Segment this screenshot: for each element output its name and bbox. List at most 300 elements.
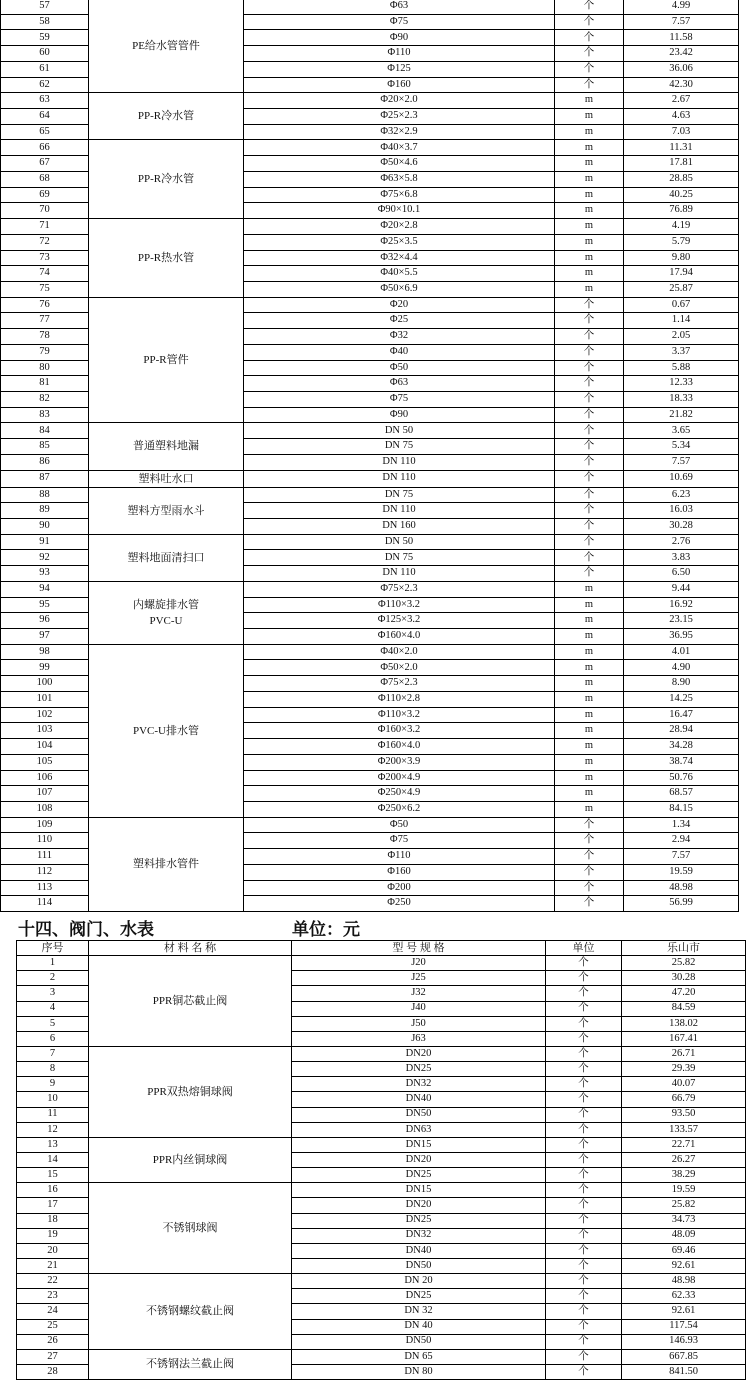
unit: m (555, 770, 624, 786)
spec: Φ40×3.7 (244, 140, 555, 156)
price: 167.41 (622, 1031, 746, 1046)
unit: 个 (555, 833, 624, 849)
spec: DN25 (292, 1062, 546, 1077)
row-index: 95 (1, 597, 89, 613)
material-name: 不锈钢球阀 (89, 1183, 292, 1274)
unit: 个 (546, 1183, 622, 1198)
unit: 个 (555, 0, 624, 14)
row-index: 94 (1, 581, 89, 597)
unit: 个 (546, 1228, 622, 1243)
spec: J40 (292, 1001, 546, 1016)
price: 30.28 (622, 971, 746, 986)
table-row (1, 644, 739, 660)
spec: Φ75 (244, 391, 555, 407)
spec: Φ90×10.1 (244, 203, 555, 219)
price: 133.57 (622, 1122, 746, 1137)
price: 16.03 (624, 503, 739, 519)
spec: Φ125×3.2 (244, 613, 555, 629)
price: 5.79 (624, 234, 739, 250)
price: 38.74 (624, 754, 739, 770)
unit: 个 (546, 1213, 622, 1228)
spec: Φ75 (244, 833, 555, 849)
row-index: 99 (1, 660, 89, 676)
unit: 个 (546, 1364, 622, 1379)
row-index: 86 (1, 454, 89, 470)
row-index: 92 (1, 550, 89, 566)
spec: Φ32×4.4 (244, 250, 555, 266)
spec: Φ63 (244, 0, 555, 14)
unit: 个 (555, 313, 624, 329)
price: 84.59 (622, 1001, 746, 1016)
unit: 个 (546, 1168, 622, 1183)
row-index: 105 (1, 754, 89, 770)
row-index: 14 (17, 1152, 89, 1167)
unit: m (555, 234, 624, 250)
unit: 个 (555, 896, 624, 912)
price: 667.85 (622, 1349, 746, 1364)
price: 84.15 (624, 801, 739, 817)
row-index: 19 (17, 1228, 89, 1243)
spec: J25 (292, 971, 546, 986)
price: 48.98 (624, 880, 739, 896)
price: 2.76 (624, 534, 739, 550)
material-name: 塑料地面清扫口 (89, 534, 244, 581)
table-row (1, 93, 739, 109)
material-name: PPR双热熔铜球阀 (89, 1046, 292, 1137)
row-index: 23 (17, 1289, 89, 1304)
price: 34.28 (624, 739, 739, 755)
price: 10.69 (624, 470, 739, 487)
unit: m (555, 124, 624, 140)
unit: m (555, 171, 624, 187)
spec: Φ40×5.5 (244, 266, 555, 282)
unit: 个 (555, 46, 624, 62)
row-index: 61 (1, 61, 89, 77)
price: 16.47 (624, 707, 739, 723)
row-index: 11 (17, 1107, 89, 1122)
unit: 个 (546, 1001, 622, 1016)
spec: Φ50 (244, 360, 555, 376)
spec: Φ32×2.9 (244, 124, 555, 140)
unit: 个 (546, 1077, 622, 1092)
spec: Φ160 (244, 864, 555, 880)
price: 12.33 (624, 376, 739, 392)
unit: 个 (555, 454, 624, 470)
row-index: 97 (1, 629, 89, 645)
price: 56.99 (624, 896, 739, 912)
table-row (17, 1274, 746, 1289)
pipe-fittings-table-body (1, 0, 739, 911)
spec: DN40 (292, 1092, 546, 1107)
spec: Φ75 (244, 14, 555, 30)
price: 4.99 (624, 0, 739, 14)
unit: m (555, 597, 624, 613)
unit: m (555, 219, 624, 235)
unit: m (555, 281, 624, 297)
unit: 个 (546, 1152, 622, 1167)
unit: 个 (555, 849, 624, 865)
valves-table-header (17, 941, 746, 956)
price: 2.94 (624, 833, 739, 849)
spec: Φ50×4.6 (244, 156, 555, 172)
spec: DN 50 (244, 423, 555, 439)
price: 7.03 (624, 124, 739, 140)
row-index: 4 (17, 1001, 89, 1016)
table-row (1, 219, 739, 235)
spec: DN25 (292, 1168, 546, 1183)
price: 26.71 (622, 1046, 746, 1061)
row-index: 89 (1, 503, 89, 519)
row-index: 113 (1, 880, 89, 896)
row-index: 106 (1, 770, 89, 786)
row-index: 78 (1, 329, 89, 345)
material-name: PP-R热水管 (89, 219, 244, 298)
spec: Φ50 (244, 817, 555, 833)
valves-meters-price-table (16, 940, 746, 1380)
unit: 个 (555, 61, 624, 77)
unit: m (555, 644, 624, 660)
unit: m (555, 660, 624, 676)
row-index: 65 (1, 124, 89, 140)
unit: 个 (555, 566, 624, 582)
unit: 个 (555, 376, 624, 392)
material-name: PP-R冷水管 (89, 93, 244, 140)
spec: DN20 (292, 1046, 546, 1061)
unit: 个 (546, 956, 622, 971)
unit: m (555, 109, 624, 125)
spec: Φ125 (244, 61, 555, 77)
price: 25.82 (622, 1198, 746, 1213)
spec: DN32 (292, 1228, 546, 1243)
price: 11.31 (624, 140, 739, 156)
unit: 个 (555, 391, 624, 407)
unit: 个 (546, 1046, 622, 1061)
row-index: 6 (17, 1031, 89, 1046)
price: 76.89 (624, 203, 739, 219)
price: 18.33 (624, 391, 739, 407)
spec: DN15 (292, 1137, 546, 1152)
row-index: 17 (17, 1198, 89, 1213)
row-index: 20 (17, 1243, 89, 1258)
material-name: PP-R管件 (89, 297, 244, 423)
price: 36.95 (624, 629, 739, 645)
valves-table-body (17, 956, 746, 1380)
spec: Φ110×3.2 (244, 707, 555, 723)
row-index: 66 (1, 140, 89, 156)
price: 6.23 (624, 487, 739, 503)
spec: Φ25 (244, 313, 555, 329)
spec: Φ90 (244, 407, 555, 423)
material-name: 内螺旋排水管 PVC-U (89, 581, 244, 644)
unit: 个 (546, 1198, 622, 1213)
unit: 个 (555, 439, 624, 455)
spec: DN 40 (292, 1319, 546, 1334)
price: 17.81 (624, 156, 739, 172)
unit: 个 (555, 519, 624, 535)
unit: 个 (546, 1031, 622, 1046)
spec: Φ50×6.9 (244, 281, 555, 297)
row-index: 24 (17, 1304, 89, 1319)
row-index: 72 (1, 234, 89, 250)
row-index: 60 (1, 46, 89, 62)
unit: 个 (555, 534, 624, 550)
unit: m (555, 140, 624, 156)
unit: 个 (546, 986, 622, 1001)
table-row (1, 487, 739, 503)
price: 28.94 (624, 723, 739, 739)
unit: m (555, 203, 624, 219)
price: 93.50 (622, 1107, 746, 1122)
spec: DN 80 (292, 1364, 546, 1379)
row-index: 68 (1, 171, 89, 187)
spec: Φ90 (244, 30, 555, 46)
material-name: 不锈钢螺纹截止阀 (89, 1274, 292, 1350)
price: 40.25 (624, 187, 739, 203)
row-index: 111 (1, 849, 89, 865)
price: 17.94 (624, 266, 739, 282)
row-index: 82 (1, 391, 89, 407)
price: 3.83 (624, 550, 739, 566)
price: 0.67 (624, 297, 739, 313)
material-name: 普通塑料地漏 (89, 423, 244, 470)
row-index: 91 (1, 534, 89, 550)
price: 38.29 (622, 1168, 746, 1183)
row-index: 101 (1, 691, 89, 707)
table-row (1, 534, 739, 550)
row-index: 67 (1, 156, 89, 172)
row-index: 27 (17, 1349, 89, 1364)
price: 22.71 (622, 1137, 746, 1152)
spec: Φ75×6.8 (244, 187, 555, 203)
price: 30.28 (624, 519, 739, 535)
row-index: 10 (17, 1092, 89, 1107)
row-index: 93 (1, 566, 89, 582)
price: 4.01 (624, 644, 739, 660)
price: 7.57 (624, 454, 739, 470)
price: 29.39 (622, 1062, 746, 1077)
table-row (17, 1046, 746, 1061)
price: 26.27 (622, 1152, 746, 1167)
spec: DN50 (292, 1107, 546, 1122)
price: 146.93 (622, 1334, 746, 1349)
spec: DN 75 (244, 487, 555, 503)
spec: J32 (292, 986, 546, 1001)
row-index: 110 (1, 833, 89, 849)
unit: m (555, 707, 624, 723)
spec: Φ25×3.5 (244, 234, 555, 250)
spec: Φ75×2.3 (244, 676, 555, 692)
spec: Φ63 (244, 376, 555, 392)
unit: 个 (555, 30, 624, 46)
spec: Φ200×3.9 (244, 754, 555, 770)
row-index: 9 (17, 1077, 89, 1092)
material-name: 不锈钢法兰截止阀 (89, 1349, 292, 1379)
spec: DN32 (292, 1077, 546, 1092)
spec: DN25 (292, 1213, 546, 1228)
spec: DN 65 (292, 1349, 546, 1364)
spec: DN40 (292, 1243, 546, 1258)
price: 16.92 (624, 597, 739, 613)
spec: Φ75×2.3 (244, 581, 555, 597)
unit: 个 (546, 1062, 622, 1077)
table-row (1, 140, 739, 156)
unit: m (555, 156, 624, 172)
row-index: 98 (1, 644, 89, 660)
row-index: 107 (1, 786, 89, 802)
row-index: 79 (1, 344, 89, 360)
header-unit: 单位 (546, 941, 622, 956)
spec: Φ110 (244, 849, 555, 865)
spec: Φ20×2.8 (244, 219, 555, 235)
row-index: 63 (1, 93, 89, 109)
price: 50.76 (624, 770, 739, 786)
price: 1.34 (624, 817, 739, 833)
price: 19.59 (622, 1183, 746, 1198)
spec: Φ20×2.0 (244, 93, 555, 109)
row-index: 13 (17, 1137, 89, 1152)
spec: Φ63×5.8 (244, 171, 555, 187)
price: 23.42 (624, 46, 739, 62)
price: 8.90 (624, 676, 739, 692)
unit: 个 (546, 1304, 622, 1319)
row-index: 7 (17, 1046, 89, 1061)
price: 841.50 (622, 1364, 746, 1379)
price: 25.87 (624, 281, 739, 297)
spec: DN15 (292, 1183, 546, 1198)
unit: m (555, 581, 624, 597)
price: 19.59 (624, 864, 739, 880)
unit: m (555, 723, 624, 739)
unit: 个 (546, 1258, 622, 1273)
header-index: 序号 (17, 941, 89, 956)
row-index: 114 (1, 896, 89, 912)
spec: DN 110 (244, 470, 555, 487)
material-name: 塑料排水管件 (89, 817, 244, 911)
unit: m (555, 250, 624, 266)
price: 9.44 (624, 581, 739, 597)
price: 25.82 (622, 956, 746, 971)
spec: DN 75 (244, 550, 555, 566)
spec: Φ250×4.9 (244, 786, 555, 802)
spec: Φ110×3.2 (244, 597, 555, 613)
header-leshan-price: 乐山市 (622, 941, 746, 956)
unit: 个 (546, 1107, 622, 1122)
unit: 个 (546, 1092, 622, 1107)
unit: m (555, 187, 624, 203)
row-index: 62 (1, 77, 89, 93)
row-index: 71 (1, 219, 89, 235)
price: 62.33 (622, 1289, 746, 1304)
price: 69.46 (622, 1243, 746, 1258)
section-heading (18, 915, 360, 939)
price: 21.82 (624, 407, 739, 423)
row-index: 85 (1, 439, 89, 455)
unit: 个 (546, 1016, 622, 1031)
unit: m (555, 613, 624, 629)
unit: 个 (555, 14, 624, 30)
price: 47.20 (622, 986, 746, 1001)
unit: 个 (546, 1274, 622, 1289)
unit: 个 (555, 817, 624, 833)
section-title: 十四、阀门、水表 (18, 920, 154, 940)
material-name: PE给水管管件 (89, 0, 244, 93)
row-index: 73 (1, 250, 89, 266)
price: 66.79 (622, 1092, 746, 1107)
price: 5.88 (624, 360, 739, 376)
spec: DN 20 (292, 1274, 546, 1289)
price: 68.57 (624, 786, 739, 802)
unit: 个 (546, 1122, 622, 1137)
price: 7.57 (624, 14, 739, 30)
spec: Φ20 (244, 297, 555, 313)
table-row (1, 581, 739, 597)
row-index: 69 (1, 187, 89, 203)
header-material-name: 材 料 名 称 (89, 941, 292, 956)
spec: Φ160×4.0 (244, 629, 555, 645)
unit: m (555, 691, 624, 707)
spec: DN20 (292, 1152, 546, 1167)
unit: 个 (546, 1289, 622, 1304)
row-index: 28 (17, 1364, 89, 1379)
spec: Φ25×2.3 (244, 109, 555, 125)
row-index: 80 (1, 360, 89, 376)
row-index: 109 (1, 817, 89, 833)
unit: 个 (546, 1137, 622, 1152)
unit: 个 (555, 344, 624, 360)
table-row (1, 470, 739, 487)
price: 92.61 (622, 1258, 746, 1273)
price: 28.85 (624, 171, 739, 187)
table-row (1, 817, 739, 833)
spec: DN20 (292, 1198, 546, 1213)
unit: 个 (555, 487, 624, 503)
row-index: 90 (1, 519, 89, 535)
row-index: 76 (1, 297, 89, 313)
row-index: 3 (17, 986, 89, 1001)
row-index: 87 (1, 470, 89, 487)
spec: Φ40 (244, 344, 555, 360)
spec: Φ40×2.0 (244, 644, 555, 660)
row-index: 100 (1, 676, 89, 692)
row-index: 108 (1, 801, 89, 817)
table-row (17, 1349, 746, 1364)
spec: DN25 (292, 1289, 546, 1304)
unit: 个 (555, 503, 624, 519)
row-index: 16 (17, 1183, 89, 1198)
row-index: 77 (1, 313, 89, 329)
row-index: 22 (17, 1274, 89, 1289)
table-row (1, 297, 739, 313)
spec: Φ50×2.0 (244, 660, 555, 676)
unit: 个 (555, 864, 624, 880)
row-index: 81 (1, 376, 89, 392)
price: 5.34 (624, 439, 739, 455)
unit: 个 (555, 360, 624, 376)
header-row (17, 941, 746, 956)
unit: 个 (546, 1334, 622, 1349)
row-index: 1 (17, 956, 89, 971)
row-index: 57 (1, 0, 89, 14)
price: 2.67 (624, 93, 739, 109)
spec: DN 32 (292, 1304, 546, 1319)
row-index: 26 (17, 1334, 89, 1349)
spec: DN63 (292, 1122, 546, 1137)
row-index: 74 (1, 266, 89, 282)
price: 3.37 (624, 344, 739, 360)
spec: Φ110 (244, 46, 555, 62)
row-index: 84 (1, 423, 89, 439)
row-index: 70 (1, 203, 89, 219)
